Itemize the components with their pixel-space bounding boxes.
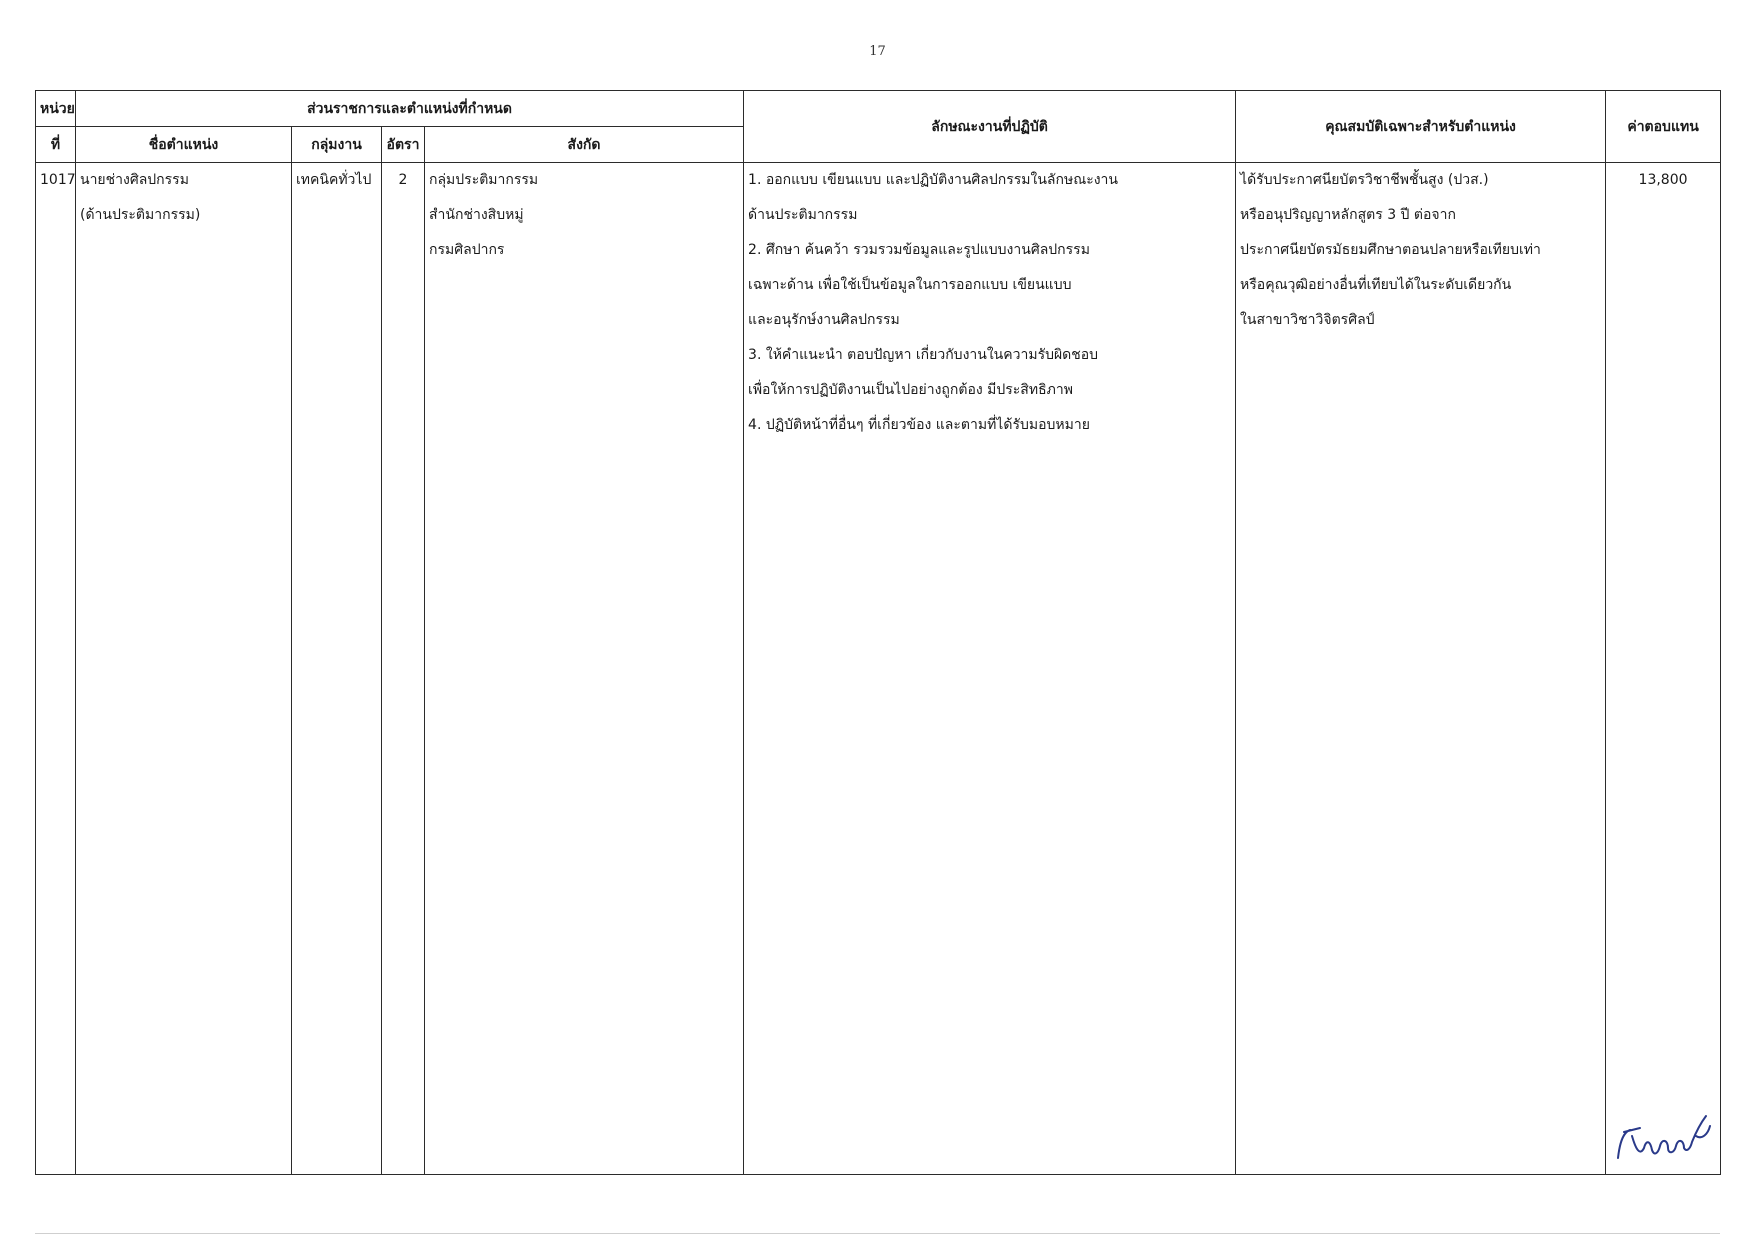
duty-line: ด้านประติมากรรม <box>748 207 858 223</box>
page-number: 17 <box>869 44 886 59</box>
qualification-line: หรือคุณวุฒิอย่างอื่นที่เทียบได้ในระดับเดียวกัน <box>1240 277 1512 293</box>
qualification-line: ในสาขาวิชาวิจิตรศิลป์ <box>1240 312 1375 328</box>
compensation-cell: 13,800 <box>1606 163 1721 1175</box>
duty-line: และอนุรักษ์งานศิลปกรรม <box>748 312 900 328</box>
signature-icon <box>1610 1110 1720 1170</box>
compensation-header: ค่าตอบแทน <box>1606 91 1721 163</box>
duty-line: เฉพาะด้าน เพื่อใช้เป็นข้อมูลในการออกแบบ เขียนแบบ <box>748 277 1072 293</box>
qualification-line: ได้รับประกาศนียบัตรวิชาชีพชั้นสูง (ปวส.) <box>1240 172 1489 188</box>
affiliation-line: สำนักช่างสิบหมู่ <box>429 207 524 223</box>
affiliation-line: กลุ่มประติมากรรม <box>429 172 539 188</box>
duty-line: 2. ศึกษา ค้นคว้า รวมรวมข้อมูลและรูปแบบงานศิลปกรรม <box>748 242 1090 258</box>
group-title-header: ส่วนราชการและตำแหน่งที่กำหนด <box>76 91 744 127</box>
position-name-line: นายช่างศิลปกรรม <box>80 172 189 188</box>
position-name-line: (ด้านประติมากรรม) <box>80 207 201 223</box>
affiliation-line: กรมศิลปากร <box>429 242 505 258</box>
unit-header-bottom: ที่ <box>36 127 76 163</box>
position-name-cell <box>76 163 292 1175</box>
rate-cell: 2 <box>382 163 425 1175</box>
affiliation-header: สังกัด <box>425 127 744 163</box>
work-group-cell: เทคนิคทั่วไป <box>292 163 382 1175</box>
bottom-rule <box>35 1233 1720 1234</box>
table-row <box>36 163 1721 1175</box>
duties-cell <box>744 163 1236 1175</box>
position-table <box>35 90 1721 1175</box>
position-table-container <box>35 90 1720 1175</box>
qualifications-cell <box>1236 163 1606 1175</box>
position-name-header: ชื่อตำแหน่ง <box>76 127 292 163</box>
qualification-line: ประกาศนียบัตรมัธยมศึกษาตอนปลายหรือเทียบเท่า <box>1240 242 1541 258</box>
unit-header-top: หน่วย <box>36 91 76 127</box>
rate-header: อัตรา <box>382 127 425 163</box>
qualifications-header: คุณสมบัติเฉพาะสำหรับตำแหน่ง <box>1236 91 1606 163</box>
duty-line: 3. ให้คำแนะนำ ตอบปัญหา เกี่ยวกับงานในความรับผิดชอบ <box>748 347 1099 363</box>
unit-number-cell: 1017 <box>36 163 76 1175</box>
work-group-header: กลุ่มงาน <box>292 127 382 163</box>
duty-line: 1. ออกแบบ เขียนแบบ และปฏิบัติงานศิลปกรรมในลักษณะงาน <box>748 172 1118 188</box>
duty-line: เพื่อให้การปฏิบัติงานเป็นไปอย่างถูกต้อง มีประสิทธิภาพ <box>748 382 1073 398</box>
duties-header: ลักษณะงานที่ปฏิบัติ <box>744 91 1236 163</box>
qualification-line: หรืออนุปริญญาหลักสูตร 3 ปี ต่อจาก <box>1240 207 1456 223</box>
duty-line: 4. ปฏิบัติหน้าที่อื่นๆ ที่เกี่ยวข้อง และตามที่ได้รับมอบหมาย <box>748 417 1090 433</box>
affiliation-cell <box>425 163 744 1175</box>
